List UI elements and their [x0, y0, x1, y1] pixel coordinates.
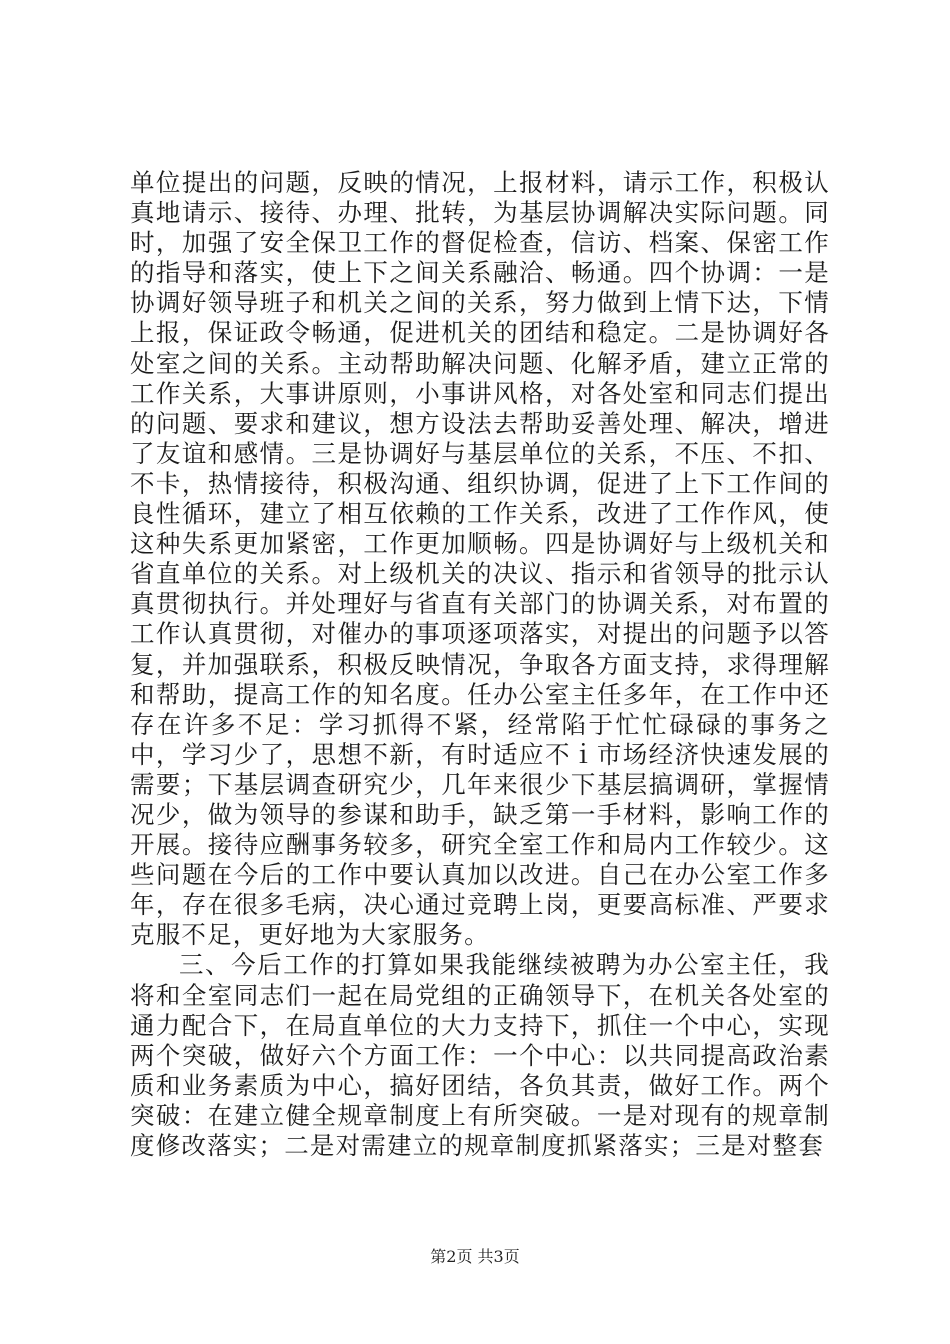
- page-number-footer: 第2页 共3页: [430, 1247, 520, 1266]
- document-body: [130, 168, 830, 1161]
- body-paragraph: 单位提出的问题，反映的情况，上报材料，请示工作，积极认真地请示、接待、办理、批转，为基层协调解决实际问题。同时，加强了安全保卫工作的督促检查，信访、档案、保密工作的指导和落实，使上下之间关系融洽、畅通。四个协调：一是协调好领导班子和机关之间的关系，努力做到上情下达，下情上报，保证政令畅通，促进机关的团结和稳定。二是协调好各处室之间的关系。主动帮助解决问题、化解矛盾，建立正常的工作关系，大事讲原则，小事讲风格，对各处室和同志们提出的问题、要求和建议，想方设法去帮助妥善处理、解决，增进了友谊和感情。三是协调好与基层单位的关系，不压、不扣、不卡，热情接待，积极沟通、组织协调，促进了上下工作间的良性循环，建立了相互依赖的工作关系，改进了工作作风，使这种失系更加紧密，工作更加顺畅。四是协调好与上级机关和省直单位的关系。对上级机关的决议、指示和省领导的批示认真贯彻执行。并处理好与省直有关部门的协调关系，对布置的工作认真贯彻，对催办的事项逐项落实，对提出的问题予以答复，并加强联系，积极反映情况，争取各方面支持，求得理解和帮助，提高工作的知名度。任办公室主任多年，在工作中还存在许多不足：学习抓得不紧，经常陷于忙忙碌碌的事务之中，学习少了，思想不新，有时适应不ｉ市场经济快速发展的需要；下基层调查研究少，几年来很少下基层搞调研，掌握情况少，做为领导的参谋和助手，缺乏第一手材料，影响工作的开展。接待应酬事务较多，研究全室工作和局内工作较少。这些问题在今后的工作中要认真加以改进。自己在办公室工作多年，存在很多毛病，决心通过竞聘上岗，更要高标准、严要求克服不足，更好地为大家服务。: [130, 168, 830, 950]
- body-paragraph: 三、今后工作的打算如果我能继续被聘为办公室主任，我将和全室同志们一起在局党组的正确领导下，在机关各处室的通力配合下，在局直单位的大力支持下，抓住一个中心，实现两个突破，做好六个方面工作：一个中心：以共同提高政治素质和业务素质为中心，搞好团结，各负其责，做好工作。两个突破：在建立健全规章制度上有所突破。一是对现有的规章制度修改落实；二是对需建立的规章制度抓紧落实；三是对整套: [130, 950, 830, 1160]
